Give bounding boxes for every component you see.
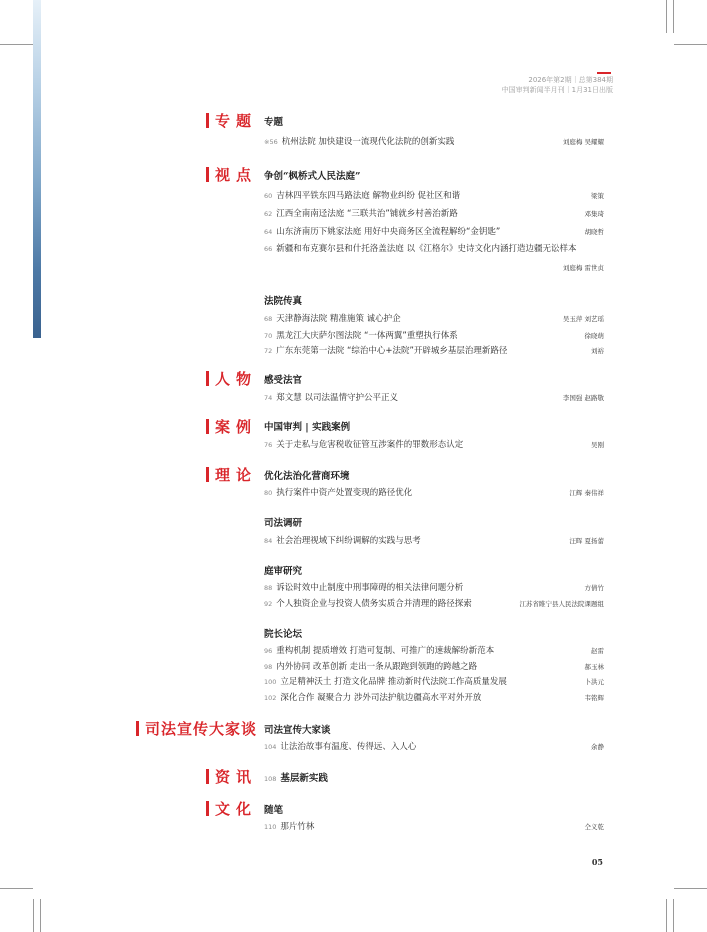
crop-mark: [666, 899, 667, 932]
toc-entry[interactable]: 64 山东济南历下姚家法庭 用好中央商务区全流程解纷“金钥匙” 胡晓哲: [264, 227, 604, 237]
column-heading: 庭审研究: [264, 566, 303, 577]
crop-mark: [40, 899, 41, 932]
column-heading: 中国审判 | 实践案例: [264, 422, 351, 433]
column-heading: 争创“枫桥式人民法庭”: [264, 171, 361, 182]
section-label-lilun: 理论: [0, 466, 257, 484]
column-heading: 专题: [264, 117, 284, 128]
crop-mark: [674, 44, 707, 45]
toc-entry[interactable]: 70 黑龙江大庆萨尔图法院 “一体两翼”重塑执行体系 徐晓萌: [264, 331, 604, 341]
column-heading: 随笔: [264, 805, 284, 816]
crop-mark: [673, 899, 674, 932]
section-bar-icon: [206, 113, 209, 128]
crop-mark: [673, 0, 674, 33]
toc-entry[interactable]: 84 社会治理视域下纠纷调解的实践与思考 汪晖 夏扬蕾: [264, 536, 604, 546]
toc-entry[interactable]: 88 诉讼时效中止制度中刑事障碍的相关法律问题分析 方倩竹: [264, 583, 604, 593]
toc-entry[interactable]: 62 江西全南南迳法庭 “三联共治”铺就乡村善治新路 邓集琦: [264, 209, 604, 219]
toc-entry[interactable]: 74 郑文慧 以司法温情守护公平正义 李国强 赵路敬: [264, 393, 604, 403]
section-bar-icon: [206, 801, 209, 816]
section-label-sifa: 司法宣传大家谈: [0, 720, 257, 738]
toc-entry-authors: 刘庭梅 雷世贞: [562, 264, 604, 272]
toc-entry[interactable]: 96 重构机制 提质增效 打造可复制、可推广的速裁解纷新范本 赵雷: [264, 646, 604, 656]
toc-entry[interactable]: 98 内外协同 改革创新 走出一条从跟跑到领跑的跨越之路 郝玉林: [264, 662, 604, 672]
toc-entry[interactable]: 76 关于走私与危害税收征管互涉案件的罪数形态认定 吴刚: [264, 440, 604, 450]
page-number: 05: [591, 857, 603, 867]
crop-mark: [666, 0, 667, 33]
section-label-wenhua: 文化: [0, 800, 257, 818]
column-heading: 院长论坛: [264, 629, 303, 640]
toc-entry[interactable]: 68 天津静海法院 精准施策 诚心护企 吴玉萍 刘艺瑶: [264, 314, 604, 324]
crop-mark: [0, 44, 33, 45]
column-heading: 优化法治化营商环境: [264, 471, 350, 482]
crop-mark: [33, 899, 34, 932]
section-bar-icon: [136, 721, 139, 736]
toc-entry[interactable]: 92 个人独资企业与投资人债务实质合并清理的路径探索 江苏省睢宁县人民法院课题组: [264, 599, 604, 609]
toc-entry[interactable]: 108 基层新实践: [264, 773, 328, 784]
section-label-zhuanti: 专题: [0, 112, 257, 130]
column-heading: 法院传真: [264, 296, 303, 307]
toc-entry[interactable]: 66 新疆和布克赛尔县和什托洛盖法庭 以《江格尔》史诗文化内涵打造边疆无讼样本: [264, 244, 577, 254]
issue-accent-dash: [597, 72, 611, 74]
crop-mark: [0, 888, 33, 889]
issue-number: 2026年第2期｜总第384期: [528, 76, 613, 84]
issue-publication: 中国审判新闻半月刊｜1月31日出版: [501, 86, 613, 94]
toc-entry[interactable]: 72 广东东莞第一法院 “综治中心+法院”开辟城乡基层治理新路径 刘裕: [264, 346, 604, 356]
toc-entry[interactable]: 110 那片竹林 仝义乾: [264, 822, 604, 832]
section-label-renwu: 人物: [0, 370, 257, 388]
column-heading: 司法调研: [264, 518, 303, 529]
toc-entry[interactable]: ※56 杭州法院 加快建设一流现代化法院的创新实践 刘庭梅 吴耀耀: [264, 137, 604, 147]
crop-mark: [674, 888, 707, 889]
toc-entry[interactable]: 80 执行案件中资产处置变现的路径优化 江辉 秦伟祥: [264, 488, 604, 498]
section-bar-icon: [206, 371, 209, 386]
section-label-anli: 案例: [0, 418, 257, 436]
section-bar-icon: [206, 419, 209, 434]
section-bar-icon: [206, 467, 209, 482]
column-heading: 司法宣传大家谈: [264, 725, 331, 736]
section-label-zixun: 资讯: [0, 768, 257, 786]
toc-entry[interactable]: 60 吉林四平铁东四马路法庭 解物业纠纷 促社区和谐 梁策: [264, 191, 604, 201]
section-label-shidian: 视点: [0, 166, 257, 184]
toc-entry[interactable]: 104 让法治故事有温度、传得远、入人心 余静: [264, 742, 604, 752]
toc-entry[interactable]: 100 立足精神沃土 打造文化品牌 推动新时代法院工作高质量发展 卜洪元: [264, 677, 604, 687]
section-bar-icon: [206, 769, 209, 784]
toc-entry[interactable]: 102 深化合作 凝聚合力 涉外司法护航边疆高水平对外开放 韦铭辉: [264, 693, 604, 703]
section-bar-icon: [206, 167, 209, 182]
column-heading: 感受法官: [264, 375, 303, 386]
